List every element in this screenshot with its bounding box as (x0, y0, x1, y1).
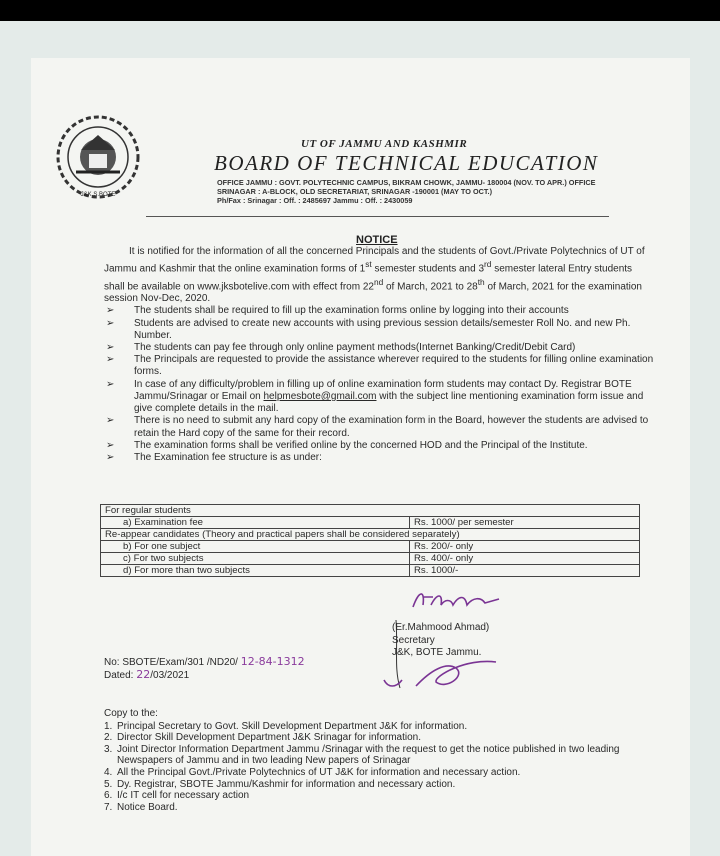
fee-label: d) For more than two subjects (101, 565, 410, 577)
arrow-bullet-icon: ➢ (106, 305, 115, 317)
emblem-text: J&K S.BOTE (80, 192, 116, 198)
list-item: ➢ The Examination fee structure is as under: (106, 451, 322, 463)
office-address (217, 178, 677, 205)
helpdesk-email-link[interactable]: helpmesbote@gmail.com (263, 390, 377, 402)
list-item: 2. Director Skill Development Department J&K Srinagar for information. (104, 732, 422, 744)
signatory-name: (Er.Mahmood Ahmad) (392, 622, 490, 633)
arrow-bullet-icon: ➢ (106, 317, 115, 329)
table-row (101, 505, 640, 517)
fee-amount: Rs. 1000/- (410, 565, 640, 577)
address-line: OFFICE JAMMU : GOVT. POLYTECHNIC CAMPUS, BIKRAM CHOWK, JAMMU- 180004 (NOV. TO APR.) OFFICE (217, 178, 596, 187)
notice-document (31, 58, 690, 856)
arrow-bullet-icon: ➢ (106, 451, 115, 463)
copy-to-list (104, 721, 664, 814)
arrow-bullet-icon: ➢ (106, 342, 115, 354)
reference-number: No: SBOTE/Exam/301 /ND20/ 12-84-1312 (104, 655, 305, 668)
regular-heading: For regular students (101, 505, 640, 517)
list-item: 6. I/c IT cell for necessary action (104, 790, 250, 802)
secretary-signature-icon (411, 585, 521, 615)
fee-amount: Rs. 400/- only (410, 553, 640, 565)
notice-intro: It is notified for the information of all the concerned Principals and the students of Govt./Private Polytechnics of UT of Jammu and Kashmir that the online examination forms of 1st semester students and 3rd semester lateral Entry students shall be available on www.jksbotelive.com with effect from 22nd of March, 2021 to 28th of March, 2021 for the examination session Nov-Dec, 2020. (104, 246, 645, 305)
fee-label: c) For two subjects (101, 553, 410, 565)
table-row (101, 541, 640, 553)
handwritten-day: 22 (136, 668, 151, 681)
bote-emblem-icon (51, 110, 145, 204)
address-line: Ph/Fax : Srinagar : Off. : 2485697 Jammu : Off. : 2430059 (217, 196, 413, 205)
arrow-bullet-icon: ➢ (106, 354, 115, 366)
list-item: ➢ There is no need to submit any hard copy of the examination form in the Board, however the students are advised to retain the Hard copy of the same for their record. (106, 415, 649, 439)
signatory-block (392, 622, 489, 660)
reference-block (104, 656, 305, 682)
list-item: 4. All the Principal Govt./Private Polytechnics of UT J&K for information and necessary action. (104, 766, 521, 778)
list-item: 1. Principal Secretary to Govt. Skill Development Department J&K for information. (104, 720, 468, 732)
notice-points (104, 305, 654, 464)
address-line: SRINAGAR : A-BLOCK, OLD SECRETARIAT, SRINAGAR -190001 (MAY TO OCT.) (217, 187, 493, 196)
list-item: 7. Notice Board. (104, 801, 178, 813)
list-item: 5. Dy. Registrar, SBOTE Jammu/Kashmir for information and necessary action. (104, 778, 456, 790)
notice-body (104, 246, 654, 464)
signatory-org: J&K, BOTE Jammu. (392, 647, 482, 658)
top-status-bar (0, 0, 720, 21)
arrow-bullet-icon: ➢ (106, 415, 115, 427)
reference-date: Dated: 22/03/2021 (104, 668, 190, 681)
list-item: ➢ The examination forms shall be verified online by the concerned HOD and the Principal of the Institute. (106, 439, 588, 451)
copy-to-heading: Copy to the: (104, 708, 158, 719)
fee-label: a) Examination fee (101, 517, 410, 529)
list-item: ➢ The students shall be required to fill up the examination forms online by logging into their accounts (106, 305, 569, 317)
board-name: BOARD OF TECHNICAL EDUCATION (214, 151, 599, 175)
list-item: ➢ The Principals are requested to provide the assistance wherever required to the students for filling online examination forms. (106, 354, 654, 378)
table-row (101, 517, 640, 529)
list-item: ➢ Students are advised to create new accounts with using previous session details/semester Roll No. and new Ph. Number. (106, 317, 631, 341)
reappear-heading: Re-appear candidates (Theory and practical papers shall be considered separately) (101, 529, 640, 541)
list-item: ➢ In case of any difficulty/problem in filling up of online examination form students may contact Dy. Registrar BOTE Jammu/Srinagar or Email on helpmesbote@gmail.com with the subject line mentioning examination form issue and give complete details in the mail. (106, 378, 644, 415)
fee-amount: Rs. 1000/ per semester (410, 517, 640, 529)
arrow-bullet-icon: ➢ (106, 378, 115, 390)
table-row (101, 529, 640, 541)
copy-to-section (104, 708, 664, 813)
header-divider (146, 216, 609, 217)
list-item: 3. Joint Director Information Department Jammu /Srinagar with the request to get the notice published in two leading Newspapers of Jammu and in two leading New papers of Srinagar (104, 743, 620, 767)
notice-title: NOTICE (356, 234, 398, 246)
arrow-bullet-icon: ➢ (106, 439, 115, 451)
fee-amount: Rs. 200/- only (410, 541, 640, 553)
table-row (101, 565, 640, 577)
table-row (101, 553, 640, 565)
ut-line: UT OF JAMMU AND KASHMIR (301, 138, 468, 150)
list-item: ➢ The students can pay fee through only online payment methods(Internet Banking/Credit/Debit Card) (106, 342, 576, 354)
fee-label: b) For one subject (101, 541, 410, 553)
fee-structure-table (100, 504, 640, 577)
signatory-title: Secretary (392, 634, 435, 646)
handwritten-number: 12-84-1312 (240, 655, 305, 668)
